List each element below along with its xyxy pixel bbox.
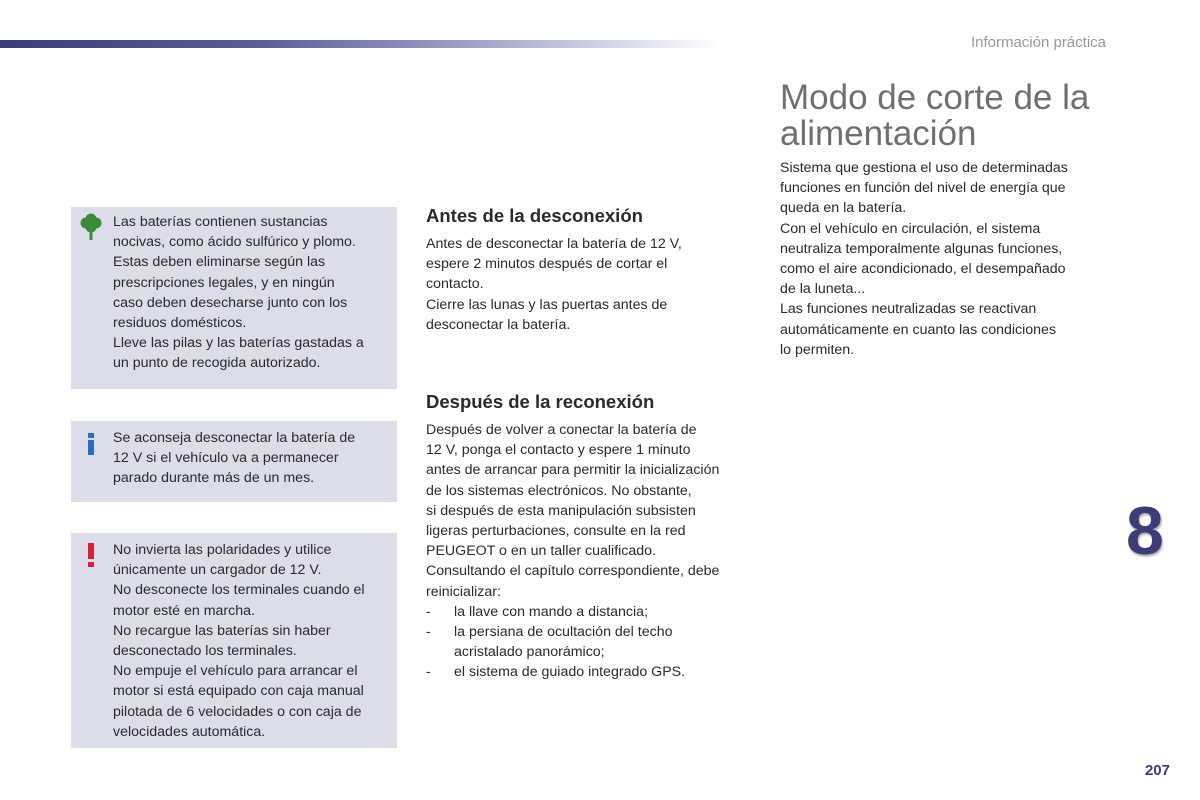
paragraph-line: lo permiten.	[780, 341, 855, 358]
note-line: Las baterías contienen sustancias	[113, 214, 328, 230]
paragraph-line: neutraliza temporalmente algunas funciones,	[780, 240, 1063, 257]
warning-note	[71, 533, 397, 748]
environment-note	[71, 207, 397, 389]
list-item	[426, 622, 756, 662]
paragraph-line: de la luneta...	[780, 281, 866, 298]
note-line: prescripciones legales, y en ningún	[113, 274, 335, 291]
paragraph-line: PEUGEOT o en un taller cualificado.	[426, 543, 657, 560]
list-item-text: la llave con mando a distancia;	[454, 603, 649, 620]
paragraph-line: Cierre las lunas y las puertas antes de	[426, 296, 668, 313]
paragraph-line: 12 V, ponga el contacto y espere 1 minuto	[426, 442, 691, 459]
bullet-dash: -	[426, 664, 431, 681]
note-line: motor si está equipado con caja manual	[113, 683, 364, 700]
paragraph-line: reinicializar:	[426, 583, 501, 600]
note-line: parado durante más de un mes.	[113, 470, 315, 487]
paragraph-line: Las funciones neutralizadas se reactivan	[780, 301, 1037, 318]
title-line: Modo de corte de la	[780, 78, 1090, 117]
paragraph-line: Consultando el capítulo correspondiente, debe	[426, 563, 720, 580]
note-line: nocivas, como ácido sulfúrico y plomo.	[113, 234, 356, 251]
note-line: Estas deben eliminarse según las	[113, 254, 326, 271]
section-heading: Después de la reconexión	[426, 391, 655, 412]
note-line: Se aconseja desconectar la batería de	[113, 430, 356, 446]
paragraph-line: antes de arrancar para permitir la inicialización	[426, 462, 720, 479]
paragraph-line: como el aire acondicionado, el desempañado	[780, 261, 1066, 278]
note-line: caso deben desecharse junto con los	[113, 294, 348, 311]
page-number: 207	[1144, 762, 1170, 779]
paragraph-line: espere 2 minutos después de cortar el	[426, 256, 668, 273]
bullet-dash: -	[426, 624, 431, 641]
title-line: alimentación	[780, 114, 977, 153]
exclamation-icon	[79, 539, 103, 569]
paragraph-line: funciones en función del nivel de energía que	[780, 180, 1066, 197]
header-gradient-bar	[0, 40, 720, 48]
paragraph-line: Con el vehículo en circulación, el sistema	[780, 220, 1041, 237]
note-line: Lleve las pilas y las baterías gastadas a	[113, 335, 364, 352]
list-item	[426, 662, 756, 682]
paragraph-line: Después de volver a conectar la batería de	[426, 422, 697, 438]
note-line: únicamente un cargador de 12 V.	[113, 562, 322, 579]
note-line: motor esté en marcha.	[113, 602, 255, 619]
after-reconnection-section	[426, 390, 756, 683]
paragraph-line: ligeras perturbaciones, consulte en la red	[426, 523, 686, 540]
paragraph-line: contacto.	[426, 276, 484, 293]
paragraph-line: Antes de desconectar la batería de 12 V,	[426, 236, 682, 252]
before-disconnection-section	[426, 204, 756, 335]
note-line: residuos domésticos.	[113, 315, 247, 332]
bullet-dash: -	[426, 603, 431, 620]
tree-icon	[79, 213, 103, 243]
paragraph-line: si después de esta manipulación subsisten	[426, 502, 696, 519]
info-note	[71, 421, 397, 502]
list-item-text: acristalado panorámico;	[454, 644, 605, 661]
note-line: un punto de recogida autorizado.	[113, 355, 321, 372]
list-item	[426, 602, 756, 622]
list-item-text: el sistema de guiado integrado GPS.	[454, 664, 686, 681]
paragraph-line: automáticamente en cuanto las condiciones	[780, 321, 1057, 338]
power-mode-section	[780, 80, 1180, 360]
paragraph-line: queda en la batería.	[780, 200, 907, 217]
list-item-text: la persiana de ocultación del techo	[454, 624, 673, 641]
paragraph-line: de los sistemas electrónicos. No obstante,	[426, 482, 692, 499]
chapter-number: 8	[1126, 493, 1164, 569]
paragraph-line: desconectar la batería.	[426, 316, 571, 333]
note-line: desconectado los terminales.	[113, 643, 297, 660]
info-icon	[79, 427, 103, 457]
note-line: No recargue las baterías sin haber	[113, 622, 331, 639]
note-line: No desconecte los terminales cuando el	[113, 582, 365, 599]
page-title	[780, 80, 1180, 152]
note-line: No empuje el vehículo para arrancar el	[113, 663, 358, 680]
paragraph-line: Sistema que gestiona el uso de determinadas	[780, 160, 1068, 176]
section-heading: Antes de la desconexión	[426, 205, 643, 226]
note-line: pilotada de 6 velocidades o con caja de	[113, 703, 362, 720]
section-title: Información práctica	[970, 34, 1106, 51]
note-line: 12 V si el vehículo va a permanecer	[113, 450, 339, 467]
note-line: velocidades automática.	[113, 723, 266, 740]
note-line: No invierta las polaridades y utilice	[113, 542, 332, 558]
